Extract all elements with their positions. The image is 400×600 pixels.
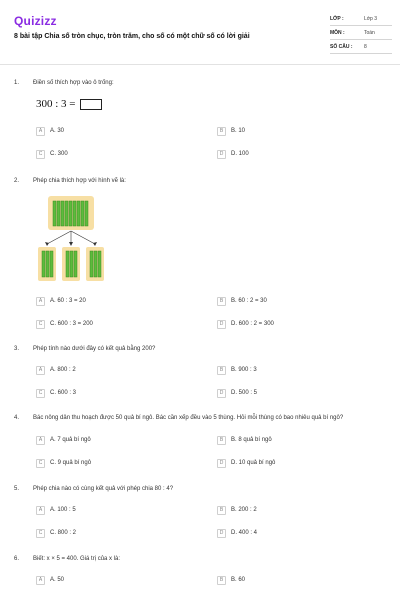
option-text: C. 800 : 2 [50, 530, 77, 536]
option-text: C. 9 quả bí ngô [50, 460, 92, 466]
option-letter: B [217, 127, 226, 136]
option-letter: C [36, 529, 45, 538]
option-c[interactable] [36, 388, 76, 398]
option-letter: B [217, 576, 226, 585]
option-text: A. 800 : 2 [50, 367, 76, 373]
option-letter: A [36, 436, 45, 445]
option-text: A. 100 : 5 [50, 507, 76, 513]
option-d[interactable] [217, 458, 275, 468]
question-text: Phép tính nào dưới đây có kết quả bằng 200? [33, 346, 156, 352]
option-text: D. 400 : 4 [231, 530, 258, 536]
question-number: 5. [14, 486, 20, 492]
option-a[interactable] [36, 296, 86, 306]
option-letter: B [217, 366, 226, 375]
option-letter: D [217, 529, 226, 538]
meta-table [330, 12, 392, 54]
option-text: C. 600 : 3 = 200 [50, 321, 93, 327]
page-title: 8 bài tập Chia số tròn chục, tròn trăm, cho số có một chữ số có lời giải [14, 33, 250, 40]
option-text: D. 600 : 2 = 300 [231, 321, 274, 327]
meta-value: Lớp 3 [364, 15, 378, 22]
option-d[interactable] [217, 388, 257, 398]
option-text: B. 8 quả bí ngô [231, 437, 272, 443]
arrow-heads [45, 242, 97, 246]
small-bundle-sticks [42, 251, 101, 277]
meta-value: Toán [364, 29, 375, 36]
option-text: A. 7 quả bí ngô [50, 437, 91, 443]
question-text: Biết: x × 5 = 400. Giá trị của x là: [33, 556, 121, 562]
header [0, 0, 400, 64]
option-b[interactable] [217, 126, 245, 136]
large-bundle-sticks [53, 201, 88, 226]
option-a[interactable] [36, 126, 64, 136]
option-b[interactable] [217, 435, 272, 445]
question-number: 2. [14, 178, 20, 184]
option-letter: A [36, 576, 45, 585]
option-c[interactable] [36, 458, 91, 468]
option-text: B. 200 : 2 [231, 507, 257, 513]
option-letter: C [36, 320, 45, 329]
question-number: 6. [14, 556, 20, 562]
option-d[interactable] [217, 149, 249, 159]
option-b[interactable] [217, 365, 257, 375]
option-letter: D [217, 320, 226, 329]
option-a[interactable] [36, 435, 91, 445]
option-b[interactable] [217, 505, 257, 515]
option-text: B. 10 [231, 128, 246, 134]
option-letter: A [36, 506, 45, 515]
option-text: A. 30 [50, 128, 65, 134]
option-letter: B [217, 436, 226, 445]
option-text: B. 60 [231, 577, 246, 583]
option-text: C. 300 [50, 151, 68, 157]
question-text: Điền số thích hợp vào ô trống: [33, 80, 114, 86]
option-a[interactable] [36, 365, 76, 375]
option-letter: C [36, 150, 45, 159]
option-text: D. 500 : 5 [231, 390, 258, 396]
option-letter: B [217, 297, 226, 306]
option-text: A. 50 [50, 577, 65, 583]
option-c[interactable] [36, 319, 93, 329]
option-c[interactable] [36, 528, 76, 538]
question-number: 1. [14, 80, 20, 86]
option-a[interactable] [36, 575, 64, 585]
option-letter: C [36, 459, 45, 468]
option-letter: A [36, 127, 45, 136]
meta-key: SỐ CÂU : [330, 43, 353, 50]
logo: Quizizz [14, 14, 57, 28]
option-d[interactable] [217, 528, 257, 538]
meta-value: 8 [364, 43, 367, 50]
option-letter: A [36, 366, 45, 375]
option-b[interactable] [217, 296, 267, 306]
equation [36, 98, 102, 110]
bundles-illustration [36, 194, 108, 286]
header-divider [0, 64, 400, 65]
option-letter: D [217, 389, 226, 398]
option-letter: A [36, 297, 45, 306]
question-text: Phép chia nào có cùng kết quả với phép chia 80 : 4? [33, 486, 174, 492]
option-d[interactable] [217, 319, 274, 329]
equation-text: 300 : 3 = [36, 98, 76, 110]
option-text: B. 900 : 3 [231, 367, 257, 373]
meta-key: LỚP : [330, 15, 344, 22]
option-text: C. 600 : 3 [50, 390, 77, 396]
option-c[interactable] [36, 149, 68, 159]
meta-row-subject [330, 26, 392, 40]
question-number: 3. [14, 346, 20, 352]
meta-row-count [330, 40, 392, 54]
option-text: D. 10 quả bí ngô [231, 460, 276, 466]
option-a[interactable] [36, 505, 76, 515]
option-text: B. 60 : 2 = 30 [231, 298, 267, 304]
option-letter: D [217, 150, 226, 159]
question-number: 4. [14, 415, 20, 421]
option-letter: D [217, 459, 226, 468]
option-b[interactable] [217, 575, 245, 585]
meta-key: MÔN : [330, 29, 345, 36]
answer-blank-box[interactable] [80, 99, 102, 110]
option-text: D. 100 [231, 151, 249, 157]
meta-row-grade [330, 12, 392, 26]
question-text: Bác nông dân thu hoạch được 50 quả bí ngô. Bác cần xếp đều vào 5 thùng. Hỏi mỗi thùng có bao nhiêu quả bí ngô? [33, 415, 344, 421]
option-text: A. 60 : 3 = 20 [50, 298, 86, 304]
question-text: Phép chia thích hợp với hình vẽ là: [33, 178, 126, 184]
option-letter: B [217, 506, 226, 515]
option-letter: C [36, 389, 45, 398]
